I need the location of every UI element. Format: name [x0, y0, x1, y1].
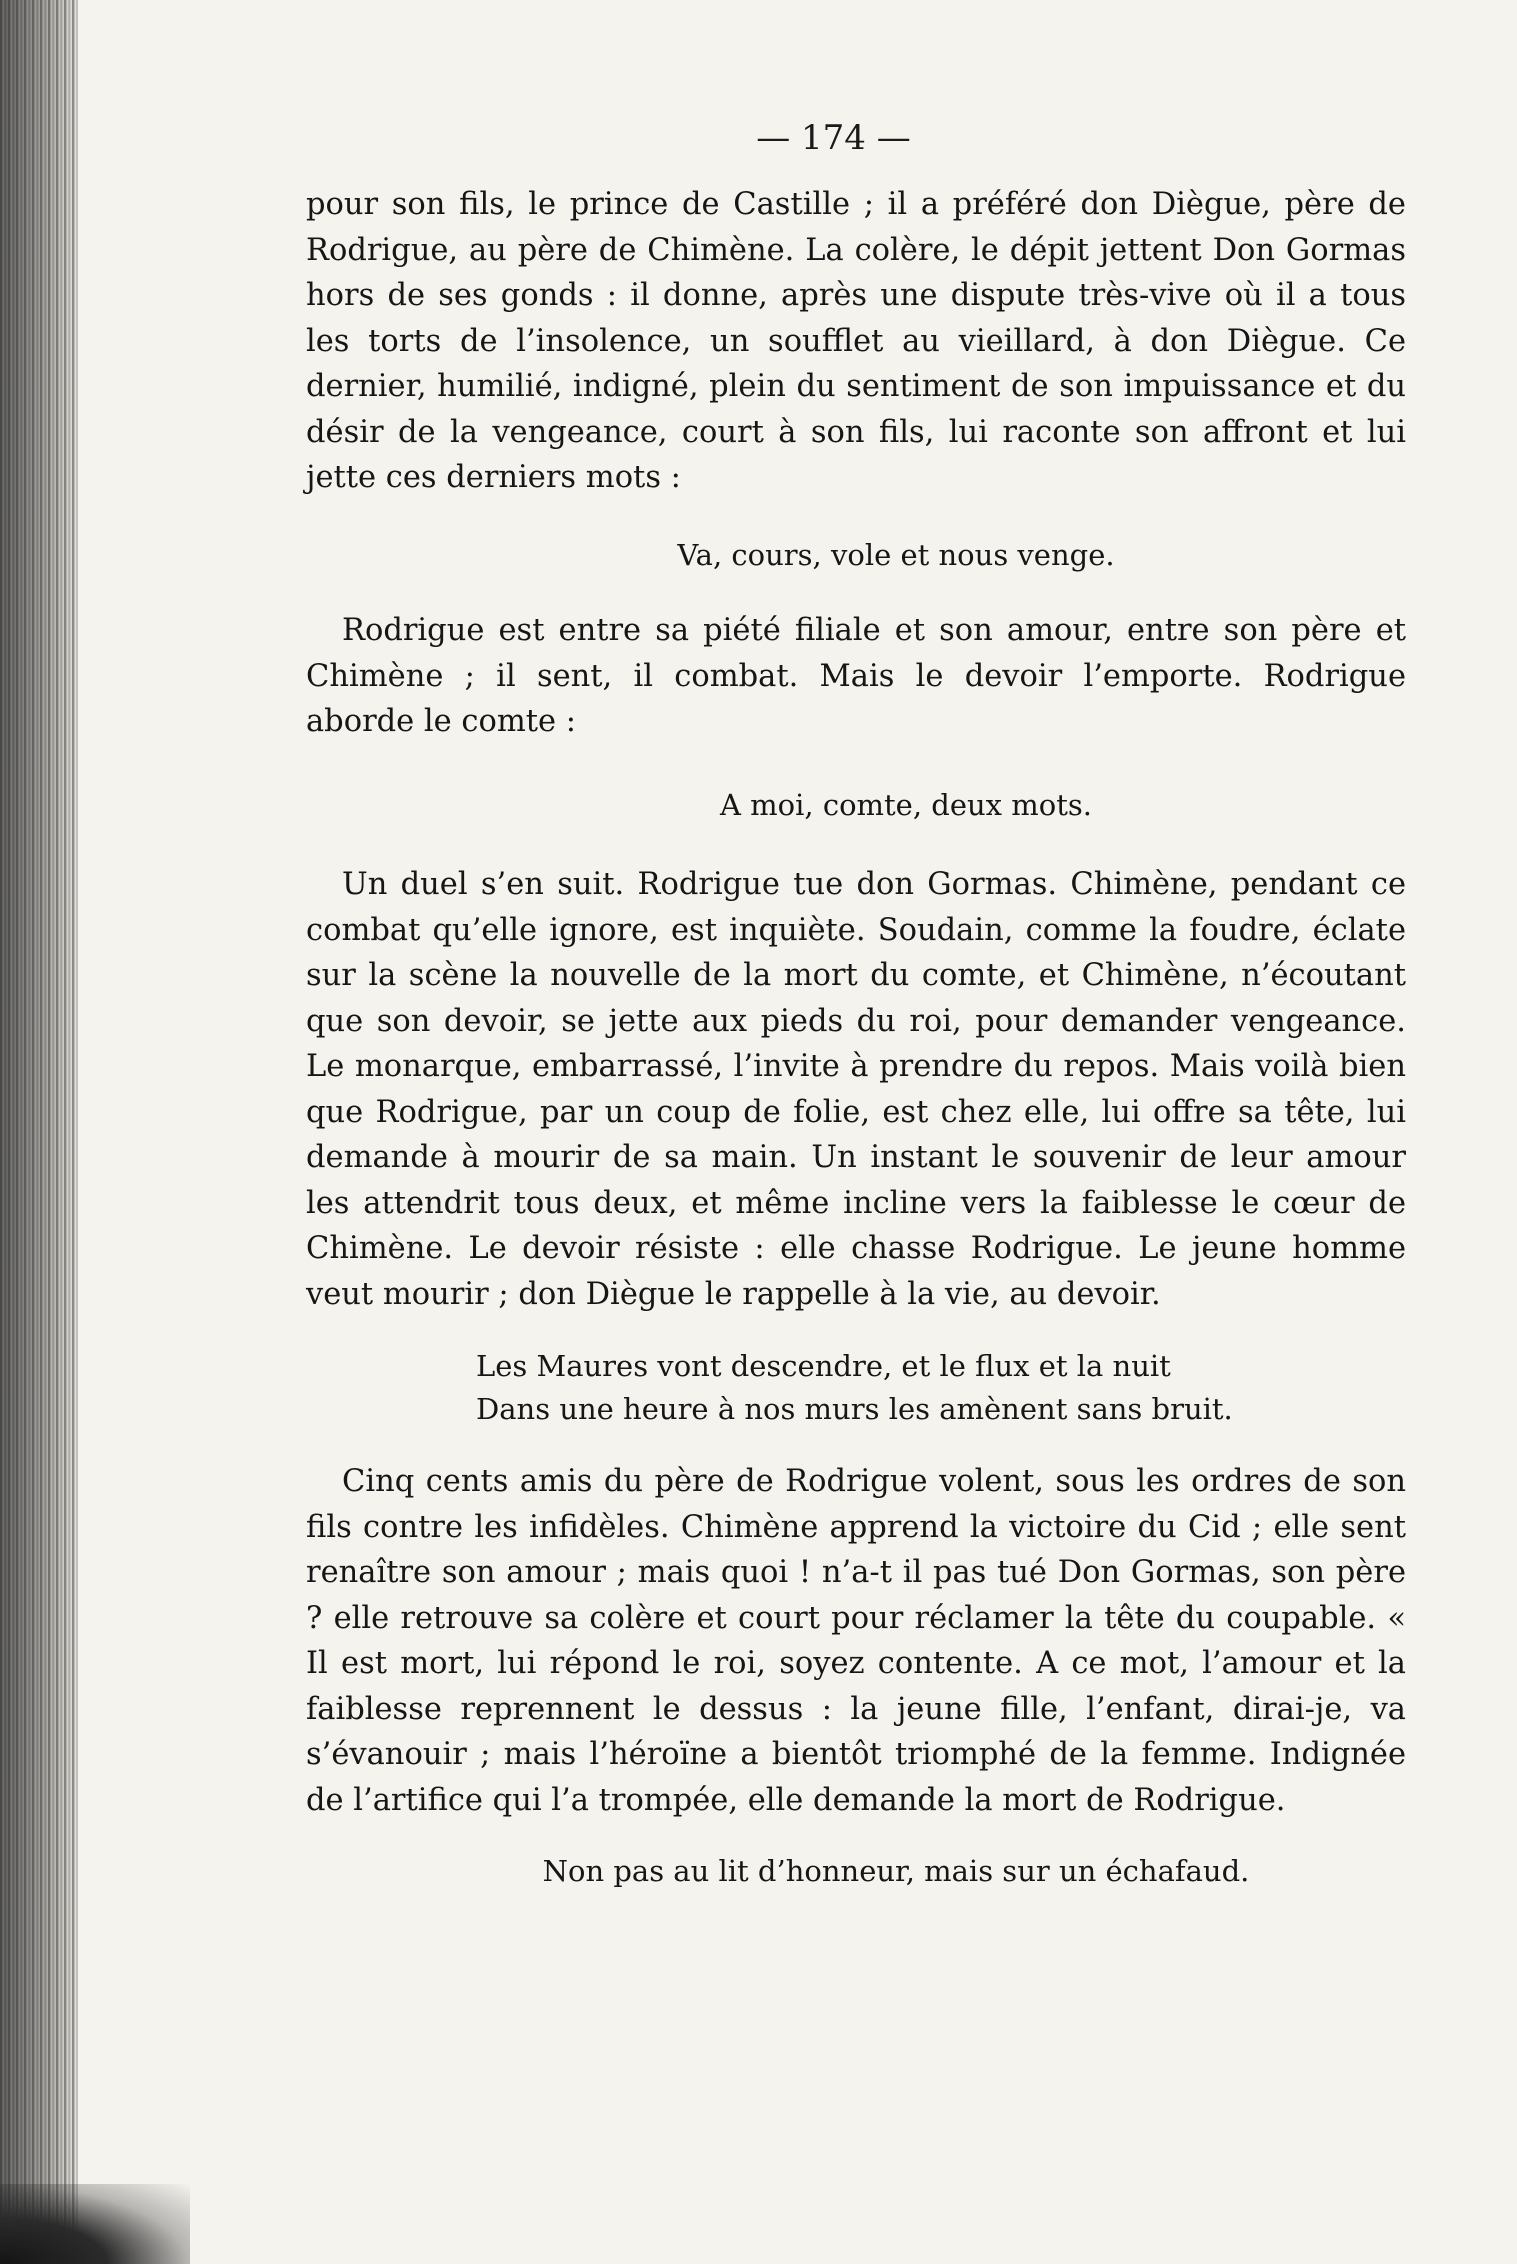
verse-quote-3-line-2: Dans une heure à nos murs les amènent sans bruit. [476, 1392, 1233, 1426]
verse-quote-3-line-1: Les Maures vont descendre, et le flux et la nuit [476, 1349, 1171, 1383]
paragraph-1: pour son fils, le prince de Castille ; il a préféré don Diègue, père de Rodrigue, au père de Chimène. La colère, le dépit jettent Don Gormas hors de ses gonds : il donne, après une dispute très-vive où il a tous les torts de l’insolence, un soufflet au vieillard, à don Diègue. Ce dernier, humilié, indigné, plein du sentiment de son impuissance et du désir de la vengeance, court à son fils, lui raconte son affront et lui jette ces derniers mots : [306, 187, 1406, 495]
paragraph-2: Rodrigue est entre sa piété filiale et son amour, entre son père et Chimène ; il sent, il combat. Mais le devoir l’emporte. Rodrigue aborde le comte : [306, 613, 1406, 739]
verse-quote-1: Va, cours, vole et nous venge. [677, 537, 1115, 572]
verse-quote-3 [306, 1345, 1406, 1431]
verse-quote-4: Non pas au lit d’honneur, mais sur un échafaud. [542, 1854, 1250, 1888]
corner-stain [0, 2184, 190, 2264]
book-binding-shadow [0, 0, 78, 2264]
verse-quote-2: A moi, comte, deux mots. [720, 787, 1092, 822]
page-body [306, 182, 1406, 1895]
paragraph-4: Cinq cents amis du père de Rodrigue volent, sous les ordres de son fils contre les infidèles. Chimène apprend la victoire du Cid ; elle sent renaître son amour ; mais quoi ! n’a-t il pas tué Don Gormas, son père ? elle retrouve sa colère et court pour réclamer la tête du coupable. « Il est mort, lui répond le roi, soyez contente. A ce mot, l’amour et la faiblesse reprennent le dessus : la jeune fille, l’enfant, dirai-je, va s’évanouir ; mais l’héroïne a bientôt triomphé de la femme. Indignée de l’artifice qui l’a trompée, elle demande la mort de Rodrigue. [306, 1464, 1406, 1818]
page-number: — 174 — [756, 118, 911, 158]
paragraph-3: Un duel s’en suit. Rodrigue tue don Gormas. Chimène, pendant ce combat qu’elle ignore, est inquiète. Soudain, comme la foudre, éclate sur la scène la nouvelle de la mort du comte, et Chimène, n’écoutant que son devoir, se jette aux pieds du roi, pour demander vengeance. Le monarque, embarrassé, l’invite à prendre du repos. Mais voilà bien que Rodrigue, par un coup de folie, est chez elle, lui offre sa tête, lui demande à mourir de sa main. Un instant le souvenir de leur amour les attendrit tous deux, et même incline vers la faiblesse le cœur de Chimène. Le devoir résiste : elle chasse Rodrigue. Le jeune homme veut mourir ; don Diègue le rappelle à la vie, au devoir. [306, 867, 1406, 1312]
